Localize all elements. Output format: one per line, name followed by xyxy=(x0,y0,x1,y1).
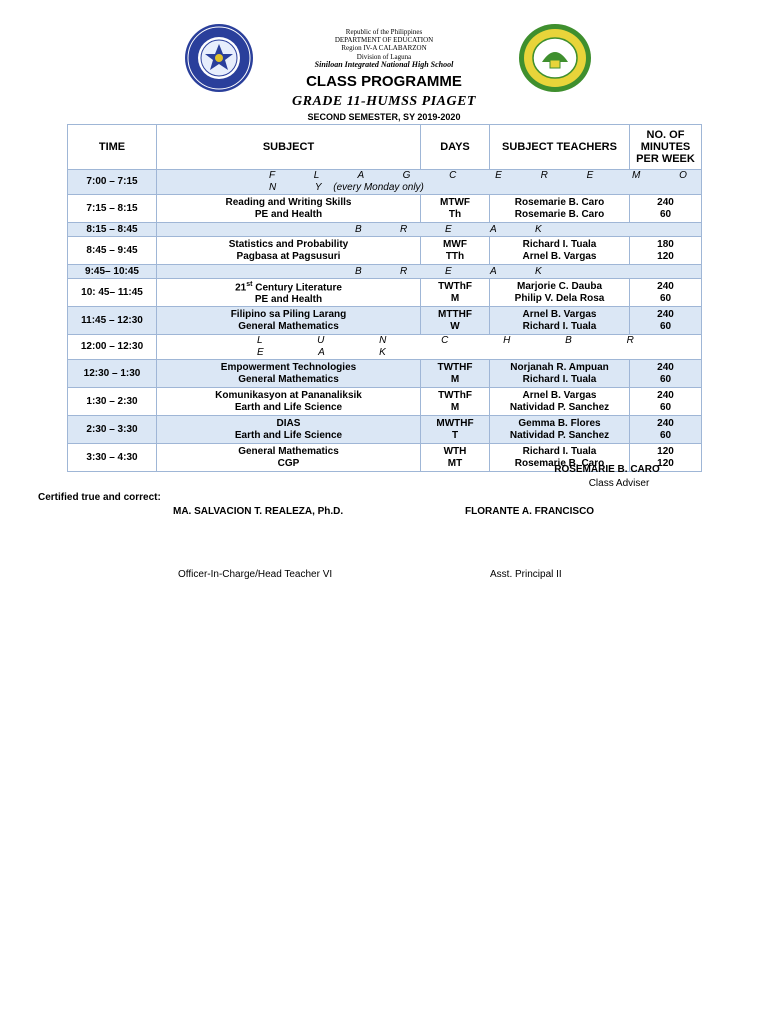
minutes-cell xyxy=(630,416,702,444)
table-row-lunch-break xyxy=(68,335,702,360)
grade-section-title: GRADE 11-HUMSS PIAGET xyxy=(292,94,476,109)
header-division: Division of Laguna xyxy=(356,53,412,61)
break-letter: A xyxy=(490,265,497,277)
minutes-cell xyxy=(630,388,702,416)
time-cell: 11:45 – 12:30 xyxy=(68,307,157,335)
minutes-2: 60 xyxy=(659,429,672,441)
asst-principal-title: Asst. Principal II xyxy=(490,569,562,580)
minutes-1: 120 xyxy=(657,445,674,457)
time-cell: 10: 45– 11:45 xyxy=(68,279,157,307)
minutes-2: 60 xyxy=(659,373,672,385)
subject-1-number: 21 xyxy=(235,282,247,294)
table-row xyxy=(68,388,702,416)
teacher-cell xyxy=(490,388,630,416)
days-2: Th xyxy=(448,208,462,220)
teacher-2: Richard I. Tuala xyxy=(522,373,597,385)
minutes-cell xyxy=(630,360,702,388)
flag-ceremony-cell xyxy=(157,170,702,195)
teacher-2: Philip V. Dela Rosa xyxy=(514,292,605,304)
table-row xyxy=(68,237,702,265)
minutes-1: 240 xyxy=(657,361,674,373)
teacher-2: Arnel B. Vargas xyxy=(522,250,597,262)
days-1: MWTHF xyxy=(436,417,474,429)
teacher-1: Arnel B. Vargas xyxy=(522,389,597,401)
time-cell: 7:00 – 7:15 xyxy=(68,170,157,195)
minutes-2: 120 xyxy=(657,457,674,469)
subject-cell xyxy=(157,195,421,223)
table-header-row xyxy=(68,125,702,170)
days-cell xyxy=(421,195,490,223)
teacher-2: Natividad P. Sanchez xyxy=(509,429,610,441)
days-cell xyxy=(421,388,490,416)
days-cell xyxy=(421,237,490,265)
days-2: MT xyxy=(447,457,463,469)
minutes-1: 240 xyxy=(657,417,674,429)
minutes-2: 60 xyxy=(659,208,672,220)
adviser-title: Class Adviser xyxy=(588,478,650,489)
days-1: MTWF xyxy=(440,196,470,208)
days-1: WTH xyxy=(443,445,467,457)
days-1: TWThF xyxy=(438,280,472,292)
days-cell xyxy=(421,360,490,388)
header-republic: Republic of the Philippines xyxy=(345,28,423,36)
subject-2: Pagbasa at Pagsusuri xyxy=(236,250,341,262)
time-cell: 1:30 – 2:30 xyxy=(68,388,157,416)
teacher-1: Norjanah R. Ampuan xyxy=(510,361,609,373)
header-minutes xyxy=(630,125,702,170)
subject-2: CGP xyxy=(277,457,300,469)
minutes-1: 240 xyxy=(657,196,674,208)
teacher-1: Arnel B. Vargas xyxy=(522,308,597,320)
days-2: TTh xyxy=(445,250,465,262)
subject-2: PE and Health xyxy=(254,294,323,306)
subject-1-rest: Century Literature xyxy=(252,282,342,294)
minutes-1: 240 xyxy=(657,389,674,401)
teacher-cell xyxy=(490,195,630,223)
header-department: DEPARTMENT OF EDUCATION xyxy=(334,36,434,44)
break-letter: B xyxy=(355,223,362,235)
time-cell: 2:30 – 3:30 xyxy=(68,416,157,444)
teacher-cell xyxy=(490,237,630,265)
subject-1 xyxy=(157,279,420,294)
subject-1: Komunikasyon at Pananaliksik xyxy=(215,389,362,401)
days-cell xyxy=(421,279,490,307)
table-row-break xyxy=(68,265,702,279)
header-teachers: SUBJECT TEACHERS xyxy=(490,125,630,170)
days-1: MTTHF xyxy=(438,308,472,320)
subject-2: General Mathematics xyxy=(238,320,339,332)
break-letter: E xyxy=(445,265,452,277)
table-row-flag-ceremony xyxy=(68,170,702,195)
teacher-1: Marjorie C. Dauba xyxy=(516,280,603,292)
time-cell: 9:45– 10:45 xyxy=(68,265,157,279)
lunch-break-label: B R E A K xyxy=(257,335,646,359)
break-cell xyxy=(157,265,702,279)
subject-1: Filipino sa Piling Larang xyxy=(230,308,347,320)
days-2: M xyxy=(450,401,460,413)
table-row xyxy=(68,195,702,223)
page-title: CLASS PROGRAMME xyxy=(306,73,462,90)
days-cell xyxy=(421,444,490,472)
lunch-label: L U N C H xyxy=(257,335,523,347)
header-subject: SUBJECT xyxy=(157,125,421,170)
minutes-1: 240 xyxy=(657,308,674,320)
subject-1: DIAS xyxy=(276,417,301,429)
lunch-break-cell xyxy=(157,335,702,360)
teacher-2: Rosemarie B. Caro xyxy=(514,208,605,220)
days-1: MWF xyxy=(443,238,467,250)
teacher-1: Richard I. Tuala xyxy=(522,238,597,250)
header-minutes-line3: PER WEEK xyxy=(636,153,695,165)
class-schedule-table xyxy=(67,124,702,472)
subject-cell xyxy=(157,307,421,335)
subject-1: Statistics and Probability xyxy=(228,238,349,250)
days-1: TWTHF xyxy=(437,361,473,373)
time-cell: 8:45 – 9:45 xyxy=(68,237,157,265)
subject-2: Earth and Life Science xyxy=(234,401,343,413)
subject-2: Earth and Life Science xyxy=(234,429,343,441)
time-cell: 8:15 – 8:45 xyxy=(68,223,157,237)
time-cell: 12:00 – 12:30 xyxy=(68,335,157,360)
minutes-cell xyxy=(630,237,702,265)
minutes-1: 240 xyxy=(657,280,674,292)
days-2: T xyxy=(451,429,459,441)
table-row-break xyxy=(68,223,702,237)
header-minutes-line1: NO. OF xyxy=(646,129,685,141)
subject-cell xyxy=(157,279,421,307)
subject-cell xyxy=(157,237,421,265)
break-cell xyxy=(157,223,702,237)
teacher-cell xyxy=(490,279,630,307)
subject-2: PE and Health xyxy=(254,208,323,220)
minutes-2: 120 xyxy=(657,250,674,262)
subject-1-ordinal: st xyxy=(246,281,253,288)
teacher-cell xyxy=(490,416,630,444)
oic-title: Officer-In-Charge/Head Teacher VI xyxy=(178,569,333,580)
days-cell xyxy=(421,307,490,335)
header-school: Siniloan Integrated National High School xyxy=(314,60,454,69)
header-days: DAYS xyxy=(421,125,490,170)
certified-label: Certified true and correct: xyxy=(38,492,161,503)
subject-cell xyxy=(157,444,421,472)
minutes-cell xyxy=(630,307,702,335)
teacher-cell xyxy=(490,360,630,388)
table-row xyxy=(68,307,702,335)
teacher-2: Richard I. Tuala xyxy=(522,320,597,332)
header-time: TIME xyxy=(68,125,157,170)
teacher-2: Natividad P. Sanchez xyxy=(509,401,610,413)
adviser-name: ROSEMARIE B. CARO xyxy=(554,464,660,475)
subject-cell xyxy=(157,388,421,416)
subject-2: General Mathematics xyxy=(238,373,339,385)
break-letter: E xyxy=(445,223,452,235)
subject-cell xyxy=(157,416,421,444)
days-2: W xyxy=(450,320,460,332)
break-letter: B xyxy=(355,265,362,277)
semester-label: SECOND SEMESTER, SY 2019-2020 xyxy=(307,112,461,122)
days-2: M xyxy=(450,373,460,385)
minutes-2: 60 xyxy=(659,401,672,413)
break-letter: A xyxy=(490,223,497,235)
days-cell xyxy=(421,416,490,444)
minutes-cell xyxy=(630,279,702,307)
minutes-cell xyxy=(630,195,702,223)
teacher-1: Richard I. Tuala xyxy=(522,445,597,457)
break-letter: R xyxy=(400,265,408,277)
table-row xyxy=(68,279,702,307)
minutes-2: 60 xyxy=(659,320,672,332)
break-letter: K xyxy=(535,223,542,235)
asst-principal-name: FLORANTE A. FRANCISCO xyxy=(465,506,595,517)
break-letter: K xyxy=(535,265,542,277)
subject-1: Empowerment Technologies xyxy=(220,361,357,373)
flag-ceremony-note: (every Monday only) xyxy=(333,182,424,193)
oic-name: MA. SALVACION T. REALEZA, Ph.D. xyxy=(173,506,344,517)
teacher-1: Rosemarie B. Caro xyxy=(514,196,605,208)
subject-1: General Mathematics xyxy=(238,445,339,457)
flag-ceremony-label: F L A G C E R E M O N Y xyxy=(269,170,696,193)
table-row xyxy=(68,360,702,388)
time-cell: 3:30 – 4:30 xyxy=(68,444,157,472)
table-row xyxy=(68,416,702,444)
header-minutes-line2: MINUTES xyxy=(640,141,691,153)
minutes-2: 60 xyxy=(659,292,672,304)
subject-cell xyxy=(157,360,421,388)
minutes-1: 180 xyxy=(657,238,674,250)
time-cell: 7:15 – 8:15 xyxy=(68,195,157,223)
header-region: Region IV-A CALABARZON xyxy=(341,44,427,52)
days-2: M xyxy=(450,292,460,304)
teacher-2: Rosemarie B. Caro xyxy=(514,457,605,469)
days-1: TWThF xyxy=(438,389,472,401)
time-cell: 12:30 – 1:30 xyxy=(68,360,157,388)
teacher-1: Gemma B. Flores xyxy=(518,417,601,429)
subject-1: Reading and Writing Skills xyxy=(225,196,352,208)
break-letter: R xyxy=(400,223,408,235)
teacher-cell xyxy=(490,307,630,335)
